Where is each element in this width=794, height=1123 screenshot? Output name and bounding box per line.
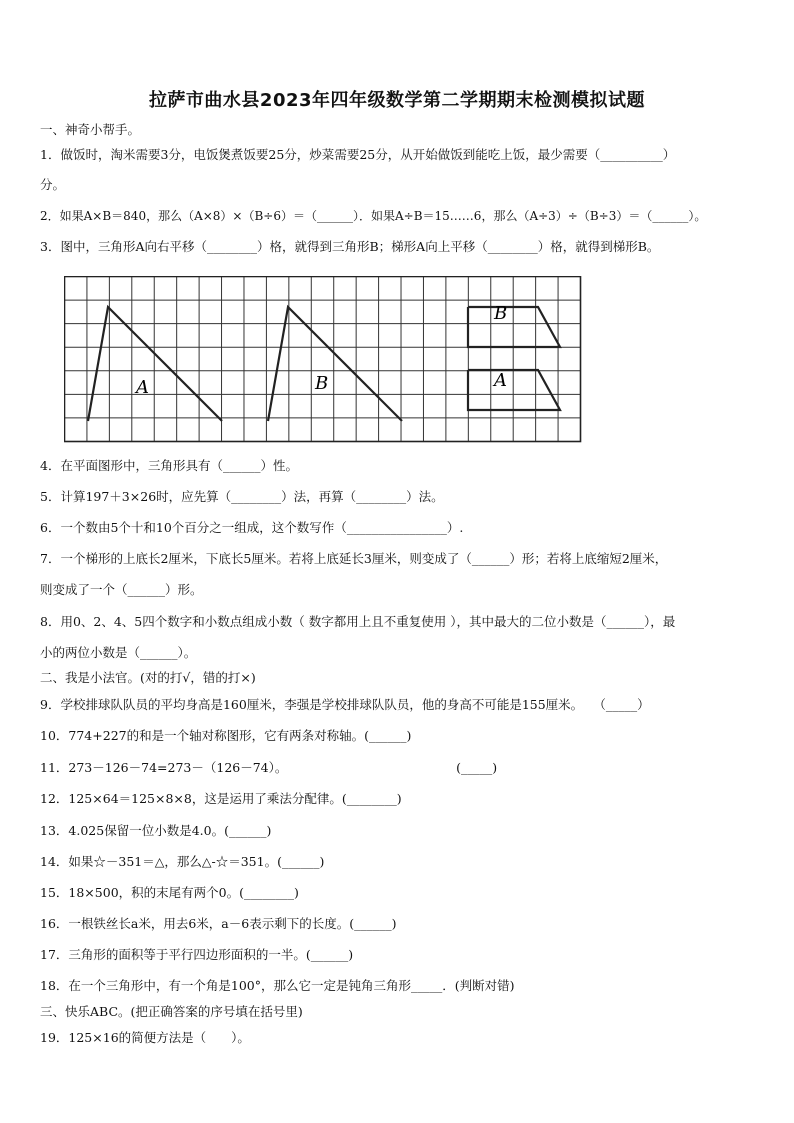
section-heading-1: 一、神奇小帮手。 (40, 122, 141, 137)
question-15: 15．18×500，积的末尾有两个0。(________) (40, 885, 299, 900)
section-heading-3: 三、快乐ABC。(把正确答案的序号填在括号里) (40, 1004, 303, 1019)
triangle-b-label: B (315, 373, 329, 394)
grid-border (65, 277, 581, 442)
trapezoid-b-label: B (494, 303, 508, 324)
question-13: 13．4.025保留一位小数是4.0。(______) (40, 823, 272, 838)
trapezoid-b-shape (468, 307, 560, 347)
grid-svg (64, 276, 582, 444)
trapezoid-a-shape (468, 370, 560, 410)
question-16: 16．一根铁丝长a米，用去6米，a－6表示剩下的长度。(______) (40, 916, 397, 931)
question-6: 6．一个数由5个十和10个百分之一组成，这个数写作（________________）. (40, 520, 464, 535)
translation-grid-figure (64, 276, 582, 448)
question-4: 4．在平面图形中，三角形具有（______）性。 (40, 458, 298, 473)
question-8-line-2: 小的两位小数是（______）。 (40, 645, 197, 660)
question-19: 19．125×16的简便方法是（ ）。 (40, 1030, 250, 1045)
question-5: 5．计算197＋3×26时，应先算（________）法，再算（________）法。 (40, 489, 444, 504)
question-10: 10．774+227的和是一个轴对称图形，它有两条对称轴。(______) (40, 728, 412, 743)
question-2: 2．如果A×B＝840，那么（A×8）×（B÷6）＝（______）．如果A÷B＝15……6，那么（A÷3）÷（B÷3）＝（______）。 (40, 209, 707, 223)
question-8-line-1: 8．用0、2、4、5四个数字和小数点组成小数（ 数字都用上且不重复使用 ），其中最大的二位小数是（______），最 (40, 614, 676, 629)
question-12: 12．125×64＝125×8×8，这是运用了乘法分配律。(________) (40, 791, 402, 806)
question-1-line-1: 1．做饭时，淘米需要3分，电饭煲煮饭要25分，炒菜需要25分，从开始做饭到能吃上饭，最少需要（__________） (40, 147, 676, 162)
question-17: 17．三角形的面积等于平行四边形面积的一半。(______) (40, 947, 354, 962)
question-18: 18．在一个三角形中，有一个角是100°，那么它一定是钝角三角形_____．(判断对错) (40, 978, 515, 993)
question-7-line-2: 则变成了一个（______）形。 (40, 582, 203, 597)
triangle-a-label: A (136, 377, 149, 398)
grid-lines (65, 277, 581, 442)
question-14: 14．如果☆－351＝△，那么△-☆＝351。(______) (40, 854, 325, 869)
question-1-line-2: 分。 (40, 177, 66, 192)
trapezoid-a-label: A (494, 370, 507, 391)
question-11: 11．273－126－74=273－（126－74）。 (_____) (40, 760, 498, 775)
section-heading-2: 二、我是小法官。(对的打√，错的打×) (40, 670, 256, 685)
page-title: 拉萨市曲水县2023年四年级数学第二学期期末检测模拟试题 (148, 90, 646, 111)
question-9: 9．学校排球队队员的平均身高是160厘米，李强是学校排球队队员，他的身高不可能是155厘米。 （_____） (40, 697, 650, 712)
question-3: 3．图中，三角形A向右平移（________）格，就得到三角形B；梯形A向上平移（________）格，就得到梯形B。 (40, 239, 660, 254)
question-7-line-1: 7．一个梯形的上底长2厘米，下底长5厘米。若将上底延长3厘米，则变成了（______）形；若将上底缩短2厘米， (40, 551, 668, 566)
